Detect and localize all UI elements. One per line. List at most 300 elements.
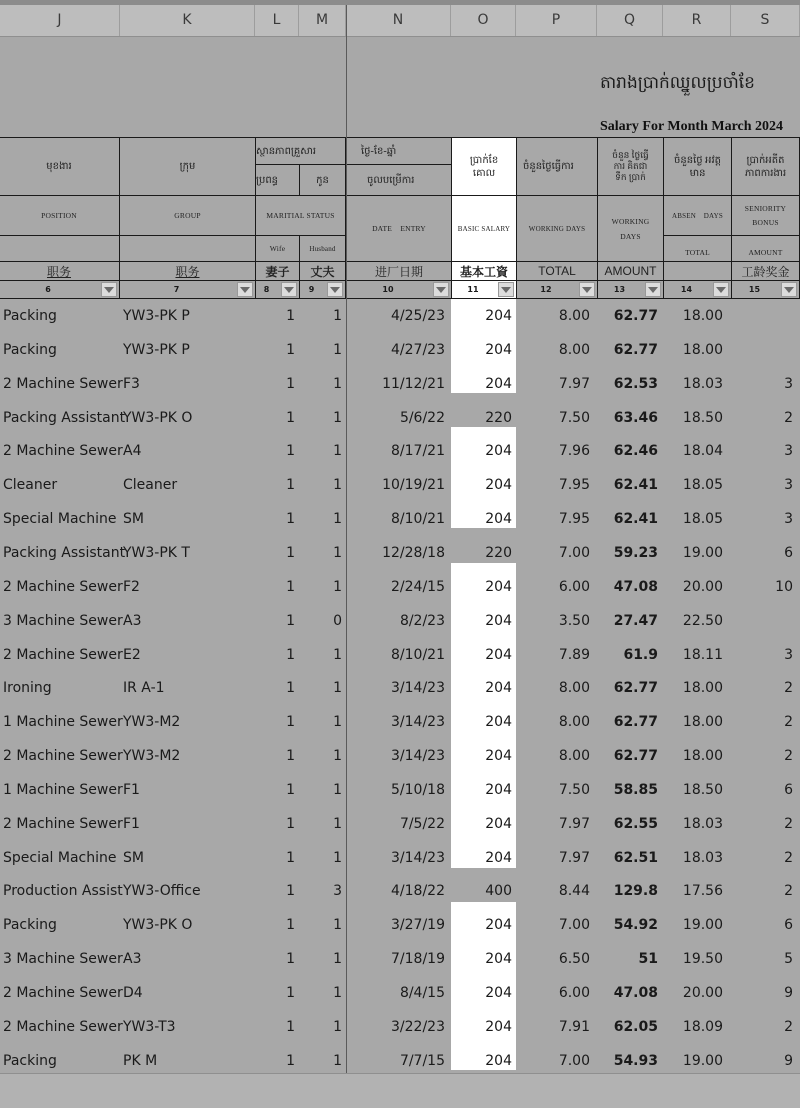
cell-basic[interactable]: 204	[485, 1018, 512, 1035]
cell-amount[interactable]: 27.47	[613, 612, 658, 629]
cell-seniority[interactable]	[731, 333, 793, 367]
cell-position[interactable]: 2 Machine Sewer	[3, 443, 123, 460]
cell-days[interactable]: 3.50	[558, 612, 590, 629]
cell-basic[interactable]: 204	[485, 748, 512, 765]
cell-days[interactable]: 7.95	[558, 511, 590, 528]
cell-husband[interactable]: 1	[333, 951, 342, 968]
cell-amount[interactable]: 51	[638, 951, 658, 968]
cell-wife[interactable]: 1	[286, 748, 295, 765]
cell-group[interactable]: A3	[123, 951, 142, 968]
freeze-pane-divider[interactable]	[346, 5, 347, 1073]
header-group-blank	[119, 235, 256, 262]
cell-date[interactable]: 2/24/15	[391, 578, 445, 595]
header-child-kh: កូន	[299, 164, 346, 196]
cell-position[interactable]: Packing	[3, 341, 57, 358]
table-row	[0, 942, 800, 976]
cell-husband[interactable]: 1	[333, 409, 342, 426]
cell-date[interactable]: 3/14/23	[391, 714, 445, 731]
cell-wife[interactable]: 1	[286, 308, 295, 324]
cell-absent[interactable]: 18.05	[682, 511, 723, 528]
cell-amount[interactable]: 54.93	[613, 1052, 658, 1069]
cell-group[interactable]: Cleaner	[123, 477, 178, 494]
cell-absent[interactable]: 18.04	[682, 443, 723, 460]
cell-wife[interactable]: 1	[286, 815, 295, 832]
cell-group[interactable]: D4	[123, 985, 143, 1001]
cell-wife[interactable]: 1	[286, 985, 295, 1001]
cell-wife[interactable]: 1	[286, 612, 295, 629]
cell-husband[interactable]: 1	[333, 341, 342, 358]
cell-days[interactable]: 7.00	[558, 544, 590, 561]
cell-days[interactable]: 8.00	[558, 680, 590, 697]
cell-amount[interactable]: 62.53	[613, 375, 658, 392]
cell-seniority[interactable]: 6	[784, 544, 793, 561]
cell-wife[interactable]: 1	[286, 443, 295, 460]
header-wife-zh: 妻子	[255, 261, 300, 281]
cell-position[interactable]: Special Machine	[3, 849, 117, 866]
cell-wife[interactable]: 1	[286, 375, 295, 392]
table-row	[0, 671, 800, 705]
cell-absent[interactable]: 18.05	[682, 477, 723, 494]
cell-husband[interactable]: 1	[333, 714, 342, 731]
cell-husband[interactable]: 1	[333, 781, 342, 798]
cell-group[interactable]: YW3-PK O	[123, 409, 193, 426]
cell-position[interactable]: 2 Machine Sewer	[3, 646, 123, 663]
cell-basic[interactable]: 220	[485, 544, 512, 561]
cell-seniority[interactable]: 2	[784, 1018, 793, 1035]
filter-cell-amount: 13	[597, 280, 664, 299]
cell-days[interactable]: 6.00	[558, 985, 590, 1001]
cell-absent[interactable]: 18.50	[682, 781, 723, 798]
cell-group[interactable]: F3	[123, 375, 140, 392]
cell-seniority[interactable]: 3	[784, 477, 793, 494]
cell-basic[interactable]: 220	[485, 409, 512, 426]
cell-absent[interactable]: 18.00	[682, 748, 723, 765]
cell-amount[interactable]: 62.77	[613, 748, 658, 765]
header-seniority-zh: 工龄奖金	[731, 261, 800, 281]
cell-basic[interactable]: 204	[485, 714, 512, 731]
cell-days[interactable]: 6.50	[558, 951, 590, 968]
cell-group[interactable]: SM	[123, 511, 144, 528]
table-row	[0, 739, 800, 773]
cell-absent[interactable]: 19.00	[682, 544, 723, 561]
header-husband-en: Husband	[299, 235, 346, 262]
cell-amount[interactable]: 62.77	[613, 308, 658, 324]
cell-group[interactable]: YW3-PK T	[123, 544, 190, 561]
cell-wife[interactable]: 1	[286, 781, 295, 798]
cell-absent[interactable]: 18.00	[682, 308, 723, 324]
header-seniority-amount: AMOUNT	[731, 235, 800, 262]
cell-amount[interactable]: 54.92	[613, 917, 658, 934]
cell-group[interactable]: YW3-Office	[123, 883, 201, 900]
cell-amount[interactable]: 47.08	[613, 985, 658, 1001]
cell-position[interactable]: 1 Machine Sewer	[3, 714, 123, 731]
table-row	[0, 773, 800, 807]
cell-date[interactable]: 3/14/23	[391, 680, 445, 697]
cell-days[interactable]: 8.00	[558, 341, 590, 358]
cell-date[interactable]: 3/14/23	[391, 849, 445, 866]
header-date-kh2: ចូលបម្រើការ	[346, 164, 452, 196]
cell-wife[interactable]: 1	[286, 1052, 295, 1069]
cell-days[interactable]: 7.95	[558, 477, 590, 494]
header-position-en: POSITION	[0, 195, 120, 236]
cell-date[interactable]: 10/19/21	[382, 477, 445, 494]
cell-seniority[interactable]: 3	[784, 511, 793, 528]
filter-cell-husband: 9	[299, 280, 346, 299]
cell-absent[interactable]: 18.50	[682, 409, 723, 426]
cell-basic[interactable]: 204	[485, 341, 512, 358]
cell-date[interactable]: 11/12/21	[382, 375, 445, 392]
column-header-l[interactable]: L	[255, 5, 299, 36]
header-workamount-kh: ចំនួន ថ្ងៃធ្វើការ គិតជាទឹក ប្រាក់	[597, 137, 664, 196]
cell-seniority[interactable]: 2	[784, 680, 793, 697]
column-header-s[interactable]: S	[731, 5, 800, 36]
header-position-zh: 职务	[0, 261, 120, 281]
cell-husband[interactable]: 1	[333, 680, 342, 697]
cell-days[interactable]: 6.00	[558, 578, 590, 595]
filter-dropdown-icon[interactable]	[498, 282, 514, 297]
filter-dropdown-icon[interactable]	[327, 282, 343, 297]
cell-date[interactable]: 8/10/21	[391, 646, 445, 663]
table-row	[0, 705, 800, 739]
cell-date[interactable]: 8/17/21	[391, 443, 445, 460]
cell-absent[interactable]: 19.00	[682, 1052, 723, 1069]
cell-basic[interactable]: 204	[485, 511, 512, 528]
cell-position[interactable]: 1 Machine Sewer	[3, 781, 123, 798]
cell-wife[interactable]: 1	[286, 544, 295, 561]
cell-amount[interactable]: 62.41	[613, 511, 658, 528]
cell-seniority[interactable]	[731, 604, 793, 638]
cell-days[interactable]: 8.00	[558, 714, 590, 731]
cell-group[interactable]: A4	[123, 443, 142, 460]
cell-basic[interactable]: 204	[485, 680, 512, 697]
cell-group[interactable]: PK M	[123, 1052, 158, 1069]
header-absent-total: TOTAL	[663, 235, 732, 262]
cell-absent[interactable]: 18.00	[682, 680, 723, 697]
filter-dropdown-icon[interactable]	[101, 282, 117, 297]
filter-dropdown-icon[interactable]	[781, 282, 797, 297]
header-date-en: DATE ENTRY	[346, 195, 452, 262]
cell-amount[interactable]: 62.05	[613, 1018, 658, 1035]
cell-date[interactable]: 5/6/22	[399, 409, 445, 426]
header-workdays-kh: ចំនួនថ្ងៃធ្វើការ	[516, 137, 598, 196]
cell-days[interactable]: 7.97	[558, 815, 590, 832]
table-row	[0, 1010, 800, 1044]
cell-wife[interactable]: 1	[286, 883, 295, 900]
cell-position[interactable]: Cleaner	[3, 477, 58, 494]
cell-seniority[interactable]: 9	[784, 1052, 793, 1069]
cell-absent[interactable]: 22.50	[682, 612, 723, 629]
cell-husband[interactable]: 1	[333, 511, 342, 528]
cell-position[interactable]: Ironing	[3, 680, 52, 697]
table-row	[0, 908, 800, 942]
cell-husband[interactable]: 3	[333, 883, 342, 900]
cell-days[interactable]: 7.89	[558, 646, 590, 663]
cell-days[interactable]: 8.00	[558, 308, 590, 324]
cell-date[interactable]: 7/7/15	[399, 1052, 445, 1069]
header-absent-en: ABSEN DAYS	[663, 195, 732, 236]
table-row	[0, 502, 800, 536]
table-row	[0, 570, 800, 604]
header-workdays-en: WORKING DAYS	[516, 195, 598, 262]
cell-days[interactable]: 7.97	[558, 375, 590, 392]
cell-basic[interactable]: 204	[485, 578, 512, 595]
cell-date[interactable]: 5/10/18	[391, 781, 445, 798]
cell-amount[interactable]: 59.23	[613, 544, 658, 561]
cell-position[interactable]: Packing Assistant	[3, 544, 126, 561]
cell-basic[interactable]: 400	[485, 883, 512, 900]
cell-basic[interactable]: 204	[485, 849, 512, 866]
filter-cell-basic: 11	[451, 280, 517, 299]
filter-dropdown-icon[interactable]	[433, 282, 449, 297]
cell-days[interactable]: 7.50	[558, 409, 590, 426]
filter-dropdown-icon[interactable]	[713, 282, 729, 297]
cell-position[interactable]: 2 Machine Sewer	[3, 815, 123, 832]
cell-seniority[interactable]: 3	[784, 443, 793, 460]
cell-absent[interactable]: 18.00	[682, 341, 723, 358]
cell-wife[interactable]: 1	[286, 1018, 295, 1035]
filter-cell-absent: 14	[663, 280, 732, 299]
cell-absent[interactable]: 19.00	[682, 917, 723, 934]
cell-amount[interactable]: 62.51	[613, 849, 658, 866]
cell-date[interactable]: 12/28/18	[382, 544, 445, 561]
cell-husband[interactable]: 1	[333, 849, 342, 866]
cell-basic[interactable]: 204	[485, 951, 512, 968]
cell-date[interactable]: 4/18/22	[391, 883, 445, 900]
cell-group[interactable]: F2	[123, 578, 140, 595]
column-header-r[interactable]: R	[663, 5, 731, 36]
cell-days[interactable]: 7.91	[558, 1018, 590, 1035]
cell-wife[interactable]: 1	[286, 511, 295, 528]
cell-days[interactable]: 7.96	[558, 443, 590, 460]
cell-wife[interactable]: 1	[286, 714, 295, 731]
cell-seniority[interactable]: 3	[784, 646, 793, 663]
cell-absent[interactable]: 18.09	[682, 1018, 723, 1035]
cell-seniority[interactable]	[731, 299, 793, 333]
cell-amount[interactable]: 62.77	[613, 680, 658, 697]
cell-amount[interactable]: 62.41	[613, 477, 658, 494]
cell-position[interactable]: Packing	[3, 1052, 57, 1069]
cell-husband[interactable]: 1	[333, 917, 342, 934]
header-husband-zh: 丈夫	[299, 261, 346, 281]
cell-seniority[interactable]: 5	[784, 951, 793, 968]
column-header-p[interactable]: P	[516, 5, 597, 36]
cell-group[interactable]: SM	[123, 849, 144, 866]
table-row	[0, 299, 800, 333]
cell-basic[interactable]: 204	[485, 612, 512, 629]
cell-days[interactable]: 8.00	[558, 748, 590, 765]
cell-date[interactable]: 3/22/23	[391, 1018, 445, 1035]
cell-amount[interactable]: 129.8	[613, 883, 658, 900]
cell-position[interactable]: 3 Machine Sewer	[3, 612, 123, 629]
cell-wife[interactable]: 1	[286, 578, 295, 595]
cell-amount[interactable]: 62.77	[613, 341, 658, 358]
cell-amount[interactable]: 47.08	[613, 578, 658, 595]
column-header-q[interactable]: Q	[597, 5, 663, 36]
cell-absent[interactable]: 18.03	[682, 815, 723, 832]
header-workdays-zh: TOTAL	[516, 261, 598, 281]
filter-cell-date: 10	[346, 280, 452, 299]
cell-group[interactable]: F1	[123, 781, 140, 798]
cell-husband[interactable]: 1	[333, 443, 342, 460]
header-wife-en: Wife	[255, 235, 300, 262]
cell-days[interactable]: 7.00	[558, 1052, 590, 1069]
cell-position[interactable]: 2 Machine Sewer	[3, 985, 123, 1001]
cell-days[interactable]: 7.97	[558, 849, 590, 866]
cell-group[interactable]: YW3-PK O	[123, 917, 193, 934]
cell-position[interactable]: Packing	[3, 308, 57, 324]
cell-group[interactable]: YW3-M2	[123, 714, 181, 731]
cell-date[interactable]: 4/25/23	[391, 308, 445, 324]
cell-group[interactable]: YW3-PK P	[123, 308, 190, 324]
cell-husband[interactable]: 1	[333, 1052, 342, 1069]
cell-husband[interactable]: 1	[333, 544, 342, 561]
cell-basic[interactable]: 204	[485, 477, 512, 494]
cell-seniority[interactable]: 2	[784, 748, 793, 765]
cell-absent[interactable]: 20.00	[682, 578, 723, 595]
cell-basic[interactable]: 204	[485, 375, 512, 392]
cell-husband[interactable]: 0	[333, 612, 342, 629]
cell-absent[interactable]: 20.00	[682, 985, 723, 1001]
header-basic-zh: 基本工資	[451, 261, 517, 281]
cell-seniority[interactable]: 3	[784, 375, 793, 392]
cell-absent[interactable]: 19.50	[682, 951, 723, 968]
filter-dropdown-icon[interactable]	[579, 282, 595, 297]
cell-date[interactable]: 8/2/23	[399, 612, 445, 629]
cell-days[interactable]: 7.00	[558, 917, 590, 934]
cell-date[interactable]: 3/27/19	[391, 917, 445, 934]
cell-wife[interactable]: 1	[286, 680, 295, 697]
cell-amount[interactable]: 63.46	[613, 409, 658, 426]
column-header-o[interactable]: O	[451, 5, 516, 36]
cell-days[interactable]: 8.44	[558, 883, 590, 900]
cell-wife[interactable]: 1	[286, 409, 295, 426]
cell-husband[interactable]: 1	[333, 1018, 342, 1035]
cell-absent[interactable]: 17.56	[682, 883, 723, 900]
cell-wife[interactable]: 1	[286, 917, 295, 934]
cell-wife[interactable]: 1	[286, 477, 295, 494]
cell-husband[interactable]: 1	[333, 578, 342, 595]
cell-absent[interactable]: 18.11	[682, 646, 723, 663]
cell-seniority[interactable]: 2	[784, 714, 793, 731]
cell-position[interactable]: Special Machine	[3, 511, 117, 528]
filter-dropdown-icon[interactable]	[281, 282, 297, 297]
filter-cell-position: 6	[0, 280, 120, 299]
cell-seniority[interactable]: 6	[784, 781, 793, 798]
cell-basic[interactable]: 204	[485, 985, 512, 1001]
cell-husband[interactable]: 1	[333, 477, 342, 494]
cell-position[interactable]: Production Assist	[3, 883, 123, 900]
cell-position[interactable]: Packing Assistant	[3, 409, 126, 426]
cell-date[interactable]: 4/27/23	[391, 341, 445, 358]
cell-basic[interactable]: 204	[485, 443, 512, 460]
cell-date[interactable]: 3/14/23	[391, 748, 445, 765]
cell-wife[interactable]: 1	[286, 646, 295, 663]
cell-seniority[interactable]: 2	[784, 815, 793, 832]
table-row	[0, 401, 800, 435]
filter-cell-group: 7	[119, 280, 256, 299]
header-wife-kh: ប្រពន្ធ	[255, 164, 300, 196]
cell-group[interactable]: F1	[123, 815, 140, 832]
cell-position[interactable]: Packing	[3, 917, 57, 934]
cell-days[interactable]: 7.50	[558, 781, 590, 798]
cell-husband[interactable]: 1	[333, 985, 342, 1001]
header-position-blank	[0, 235, 120, 262]
cell-seniority[interactable]: 2	[784, 409, 793, 426]
cell-position[interactable]: 2 Machine Sewer	[3, 1018, 123, 1035]
cell-absent[interactable]: 18.03	[682, 849, 723, 866]
cell-absent[interactable]: 18.03	[682, 375, 723, 392]
column-header-k[interactable]: K	[120, 5, 255, 36]
cell-amount[interactable]: 62.46	[613, 443, 658, 460]
cell-position[interactable]: 2 Machine Sewer	[3, 375, 123, 392]
cell-absent[interactable]: 18.00	[682, 714, 723, 731]
cell-amount[interactable]: 61.9	[623, 646, 658, 663]
column-header-n[interactable]: N	[346, 5, 451, 36]
cell-husband[interactable]: 1	[333, 815, 342, 832]
cell-date[interactable]: 7/18/19	[391, 951, 445, 968]
cell-wife[interactable]: 1	[286, 951, 295, 968]
cell-basic[interactable]: 204	[485, 646, 512, 663]
cell-husband[interactable]: 1	[333, 308, 342, 324]
cell-seniority[interactable]: 10	[775, 578, 793, 595]
cell-wife[interactable]: 1	[286, 849, 295, 866]
filter-dropdown-icon[interactable]	[237, 282, 253, 297]
header-basic-kh: ប្រាក់ខែ គោល	[451, 137, 517, 196]
cell-date[interactable]: 8/4/15	[399, 985, 445, 1001]
table-row	[0, 604, 800, 638]
cell-seniority[interactable]: 9	[784, 985, 793, 1001]
cell-group[interactable]: YW3-M2	[123, 748, 181, 765]
header-absent-zh	[663, 261, 732, 281]
cell-wife[interactable]: 1	[286, 341, 295, 358]
column-header-bar	[0, 0, 800, 37]
cell-position[interactable]: 3 Machine Sewer	[3, 951, 123, 968]
cell-husband[interactable]: 1	[333, 375, 342, 392]
cell-basic[interactable]: 204	[485, 308, 512, 324]
table-row	[0, 468, 800, 502]
header-workamount-en: WORKING DAYS	[597, 195, 664, 262]
cell-amount[interactable]: 62.55	[613, 815, 658, 832]
cell-basic[interactable]: 204	[485, 1052, 512, 1069]
cell-position[interactable]: 2 Machine Sewer	[3, 578, 123, 595]
cell-husband[interactable]: 1	[333, 646, 342, 663]
cell-amount[interactable]: 58.85	[613, 781, 658, 798]
cell-seniority[interactable]: 2	[784, 849, 793, 866]
filter-cell-workdays: 12	[516, 280, 598, 299]
cell-amount[interactable]: 62.77	[613, 714, 658, 731]
cell-date[interactable]: 8/10/21	[391, 511, 445, 528]
cell-group[interactable]: YW3-PK P	[123, 341, 190, 358]
filter-dropdown-icon[interactable]	[645, 282, 661, 297]
column-header-m[interactable]: M	[299, 5, 346, 36]
filter-cell-wife: 8	[255, 280, 300, 299]
cell-group[interactable]: IR A-1	[123, 680, 165, 697]
header-group-kh: ក្រុម	[119, 137, 256, 196]
cell-husband[interactable]: 1	[333, 748, 342, 765]
cell-seniority[interactable]: 6	[784, 917, 793, 934]
cell-group[interactable]: YW3-T3	[123, 1018, 176, 1035]
cell-basic[interactable]: 204	[485, 781, 512, 798]
cell-basic[interactable]: 204	[485, 815, 512, 832]
cell-group[interactable]: E2	[123, 646, 141, 663]
column-header-j[interactable]: J	[0, 5, 120, 36]
cell-date[interactable]: 7/5/22	[399, 815, 445, 832]
cell-position[interactable]: 2 Machine Sewer	[3, 748, 123, 765]
cell-group[interactable]: A3	[123, 612, 142, 629]
cell-seniority[interactable]: 2	[784, 883, 793, 900]
header-seniority-en: SENIORITY BONUS	[731, 195, 800, 236]
cell-basic[interactable]: 204	[485, 917, 512, 934]
